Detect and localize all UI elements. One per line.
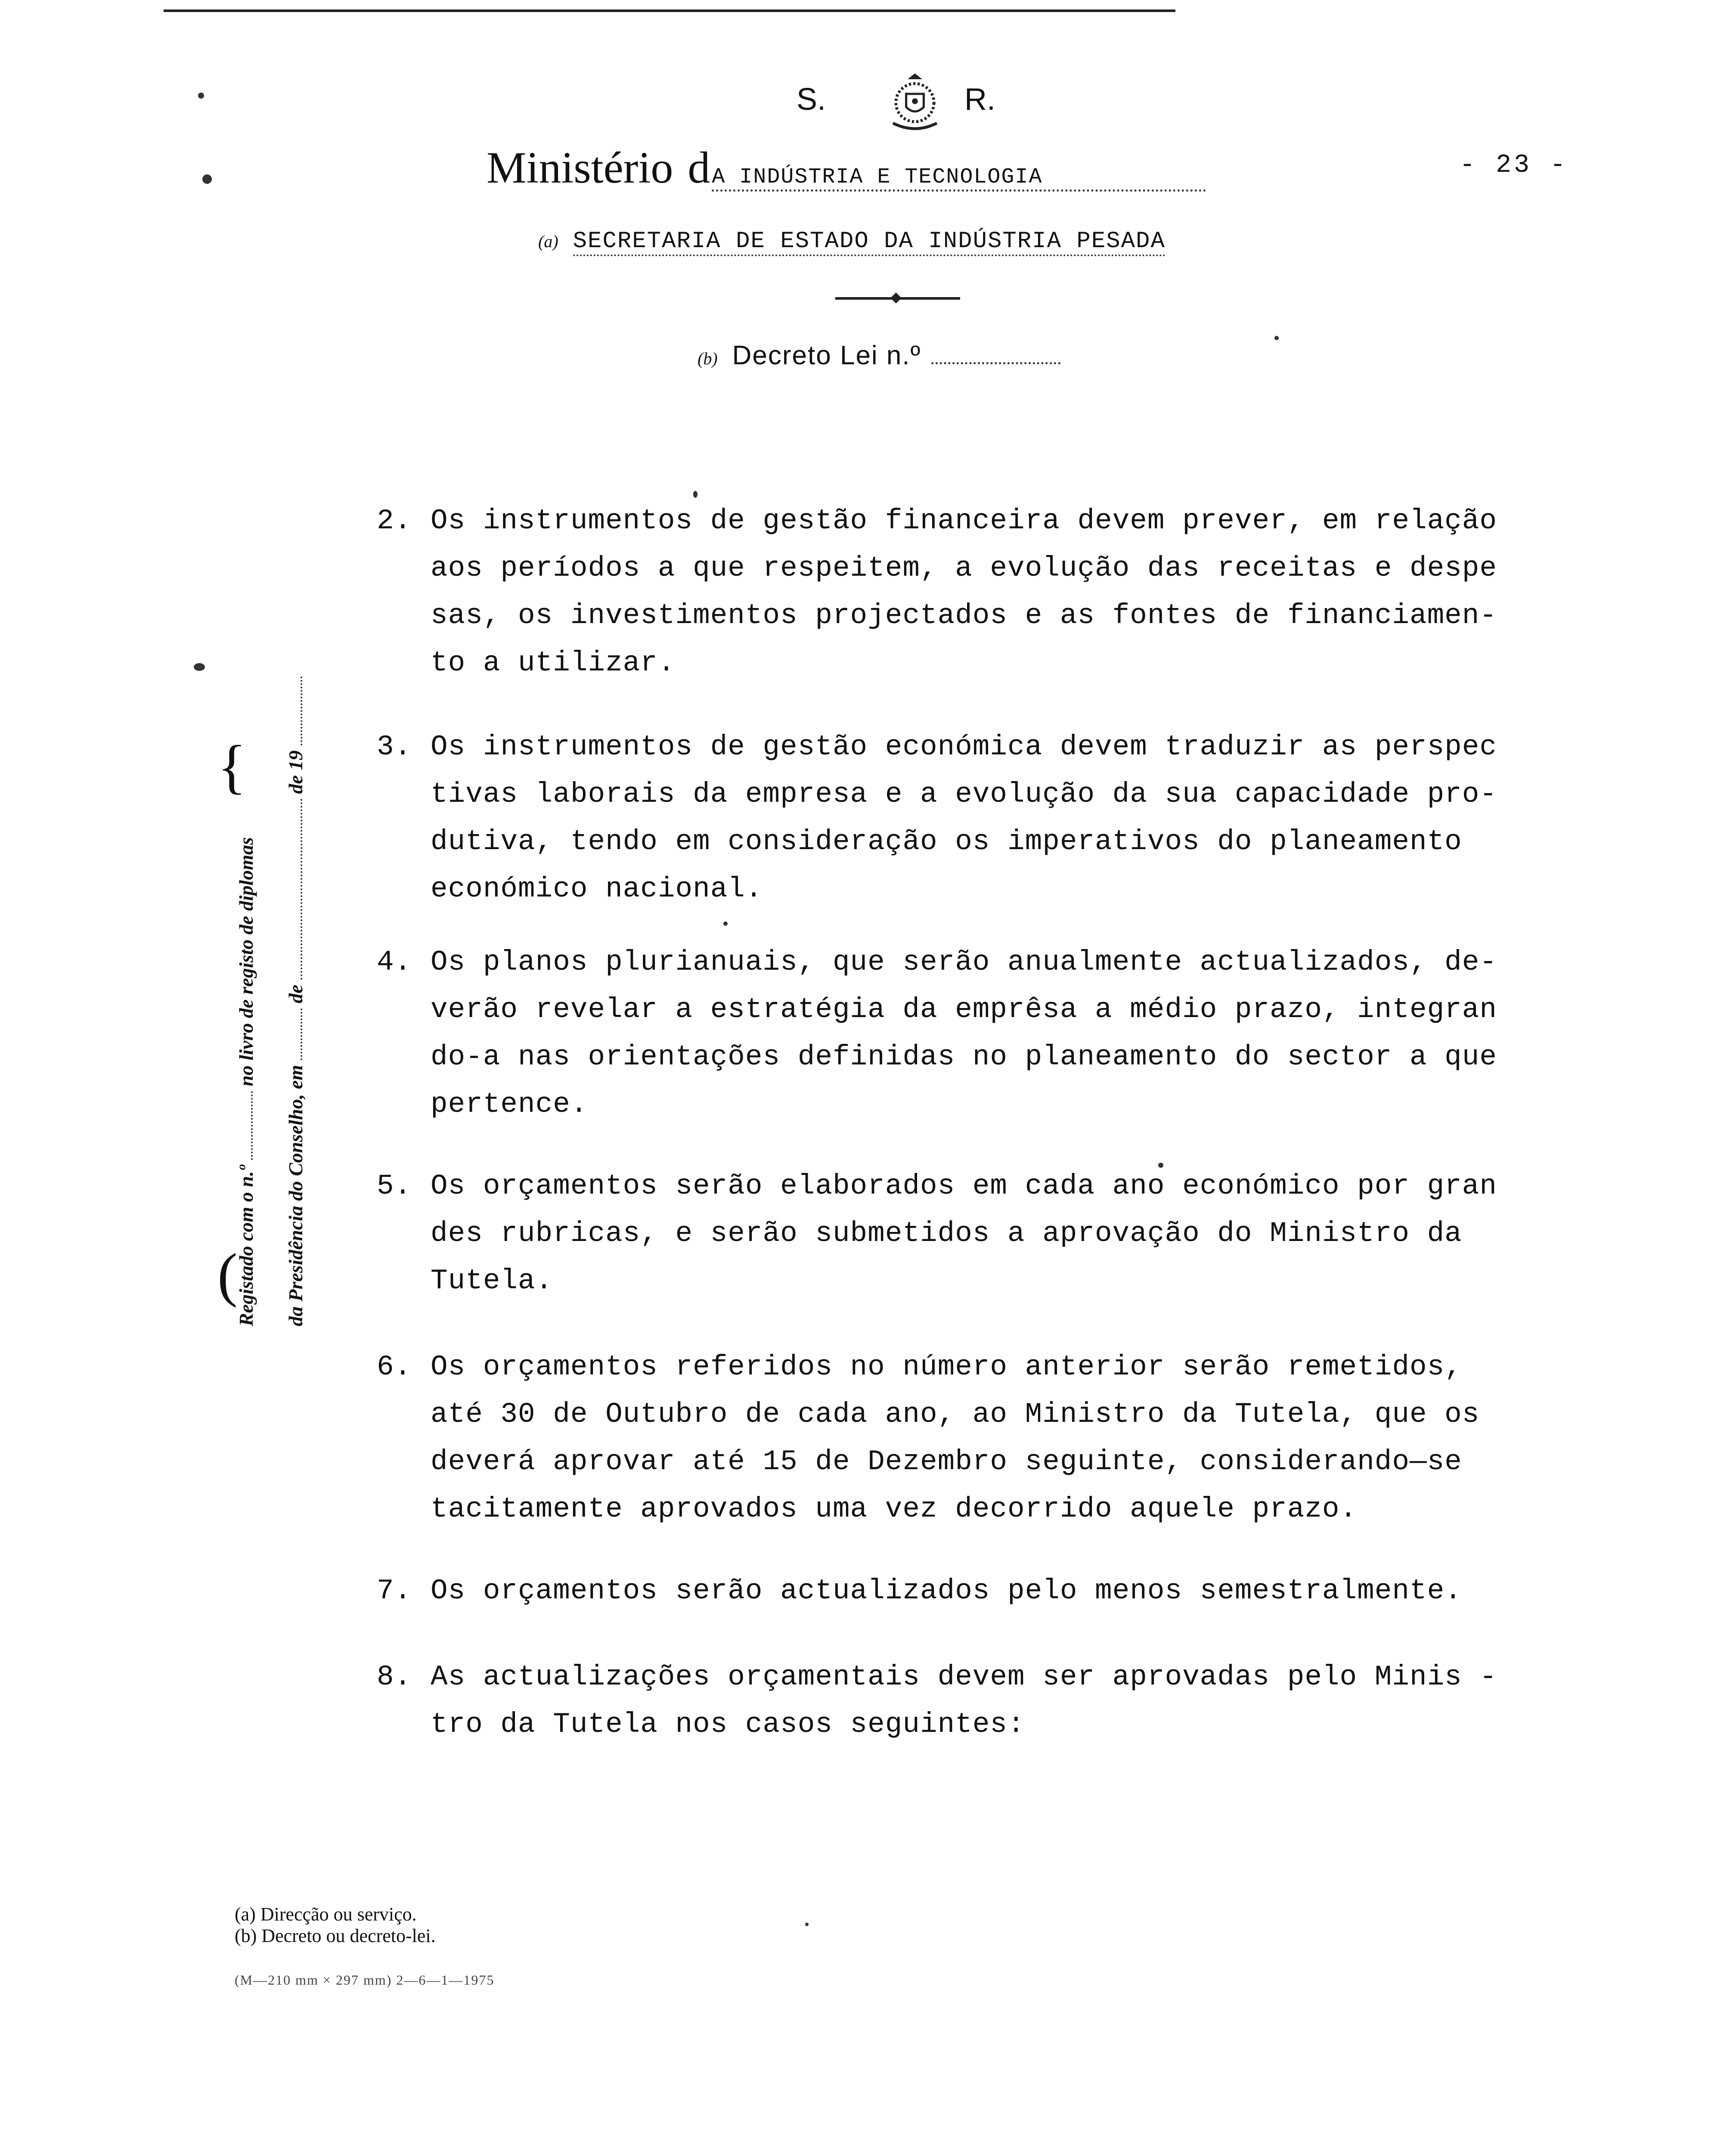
scan-speck [1158,1163,1163,1168]
paragraph-4 [379,939,1541,1128]
paragraph-line: verão revelar a estratégia da emprêsa a médio prazo, integran [431,993,1497,1026]
margin-registry-book: no livro de registo de diplomas [235,837,257,1086]
page-number: - 23 - [1460,151,1569,180]
paragraph-line: sas, os investimentos projectados e as fontes de financiamen- [431,599,1497,632]
margin-registry-label: Registado com o n.º [235,1165,257,1326]
ministry-word: Ministério [487,143,673,192]
scan-speck [805,1923,809,1926]
coat-of-arms-icon [878,65,952,138]
paragraph-line: As actualizações orçamentais devem ser aprovadas pelo Minis - [431,1661,1497,1693]
paragraph-line: Os instrumentos de gestão financeira devem prever, em relação [431,505,1497,537]
scan-speck [1274,336,1279,340]
margin-brace-bottom: ( [217,1241,238,1308]
paragraph-3 [379,723,1541,913]
scan-speck [723,921,728,926]
paragraph-5 [379,1163,1541,1305]
decreto-line [698,340,1060,371]
scan-speck [198,93,204,99]
footnote-b: (b) Decreto ou decreto-lei. [235,1925,436,1946]
paragraph-number: 5. [377,1170,412,1202]
decreto-text: Decreto Lei n.º [732,341,921,370]
paragraph-line: até 30 de Outubro de cada ano, ao Ministro da Tutela, que os [431,1398,1480,1430]
secretaria-label: (a) [538,232,558,251]
paragraph-number: 4. [377,946,412,978]
paragraph-line: Os orçamentos serão actualizados pelo menos semestralmente. [431,1575,1462,1607]
paragraph-line: to a utilizar. [431,647,676,679]
paragraph-7 [379,1567,1541,1615]
paragraph-number: 7. [377,1575,412,1607]
ministry-name: A INDÚSTRIA E TECNOLOGIA [712,165,1206,192]
scan-speck [194,663,205,671]
form-code: (M—210 mm × 297 mm) 2—6—1—1975 [235,1972,495,1988]
ministry-heading [487,142,1326,207]
paragraph-number: 3. [377,731,412,763]
paragraph-line: Tutela. [431,1265,553,1297]
paragraph-line: do-a nas orientações definidas no planeamento do sector a que [431,1041,1497,1073]
paragraph-line: Os orçamentos serão elaborados em cada ano económico por gran [431,1170,1497,1202]
paragraph-line: dutiva, tendo em consideração os imperativos do planeamento [431,825,1462,858]
paragraph-line: pertence. [431,1088,588,1120]
paragraph-line: aos períodos a que respeitem, a evolução das receitas e despe [431,552,1497,584]
paragraph-line: tivas laborais da empresa e a evolução da sua capacidade pro- [431,778,1497,810]
margin-presidency-label: da Presidência do Conselho, em [285,1065,307,1326]
paragraph-line: des rubricas, e serão submetidos a aprovação do Ministro da [431,1217,1462,1250]
paragraph-line: tro da Tutela nos casos seguintes: [431,1708,1025,1740]
seal-right-letter: R. [964,82,995,117]
scan-speck [202,174,212,184]
seal-left-letter: S. [797,82,826,117]
paragraph-line: tacitamente aprovados uma vez decorrido aquele prazo. [431,1493,1358,1525]
margin-presidency-year: de 19 [285,750,307,794]
margin-note-registry [235,508,269,1326]
decreto-label: (b) [698,349,718,368]
divider-diamond [890,292,901,303]
decreto-blank [931,362,1060,364]
margin-brace-top: { [217,733,247,800]
footnote-a: (a) Direcção ou serviço. [235,1904,417,1925]
paragraph-number: 2. [377,505,412,537]
paragraph-8 [379,1654,1541,1748]
paragraph-line: Os planos plurianuais, que serão anualmente actualizados, de- [431,946,1497,978]
paragraph-2 [379,497,1541,687]
paragraph-number: 6. [377,1351,412,1383]
scan-speck [693,491,698,498]
secretaria-name: SECRETARIA DE ESTADO DA INDÚSTRIA PESADA [573,228,1166,256]
secretaria-line [538,228,1166,254]
letterhead-seal [784,65,1042,142]
paragraph-number: 8. [377,1661,412,1693]
paragraph-line: Os orçamentos referidos no número anterior serão remetidos, [431,1351,1462,1383]
top-border-line [164,9,1175,12]
margin-note-presidency [284,508,319,1326]
paragraph-line: económico nacional. [431,873,763,905]
paragraph-line: deverá aprovar até 15 de Dezembro seguinte, considerando—se [431,1446,1462,1478]
paragraph-line: Os instrumentos de gestão económica devem traduzir as perspec [431,731,1497,763]
paragraph-6 [379,1343,1541,1533]
ministry-prefix: d [688,143,710,192]
margin-presidency-de: de [285,984,307,1004]
